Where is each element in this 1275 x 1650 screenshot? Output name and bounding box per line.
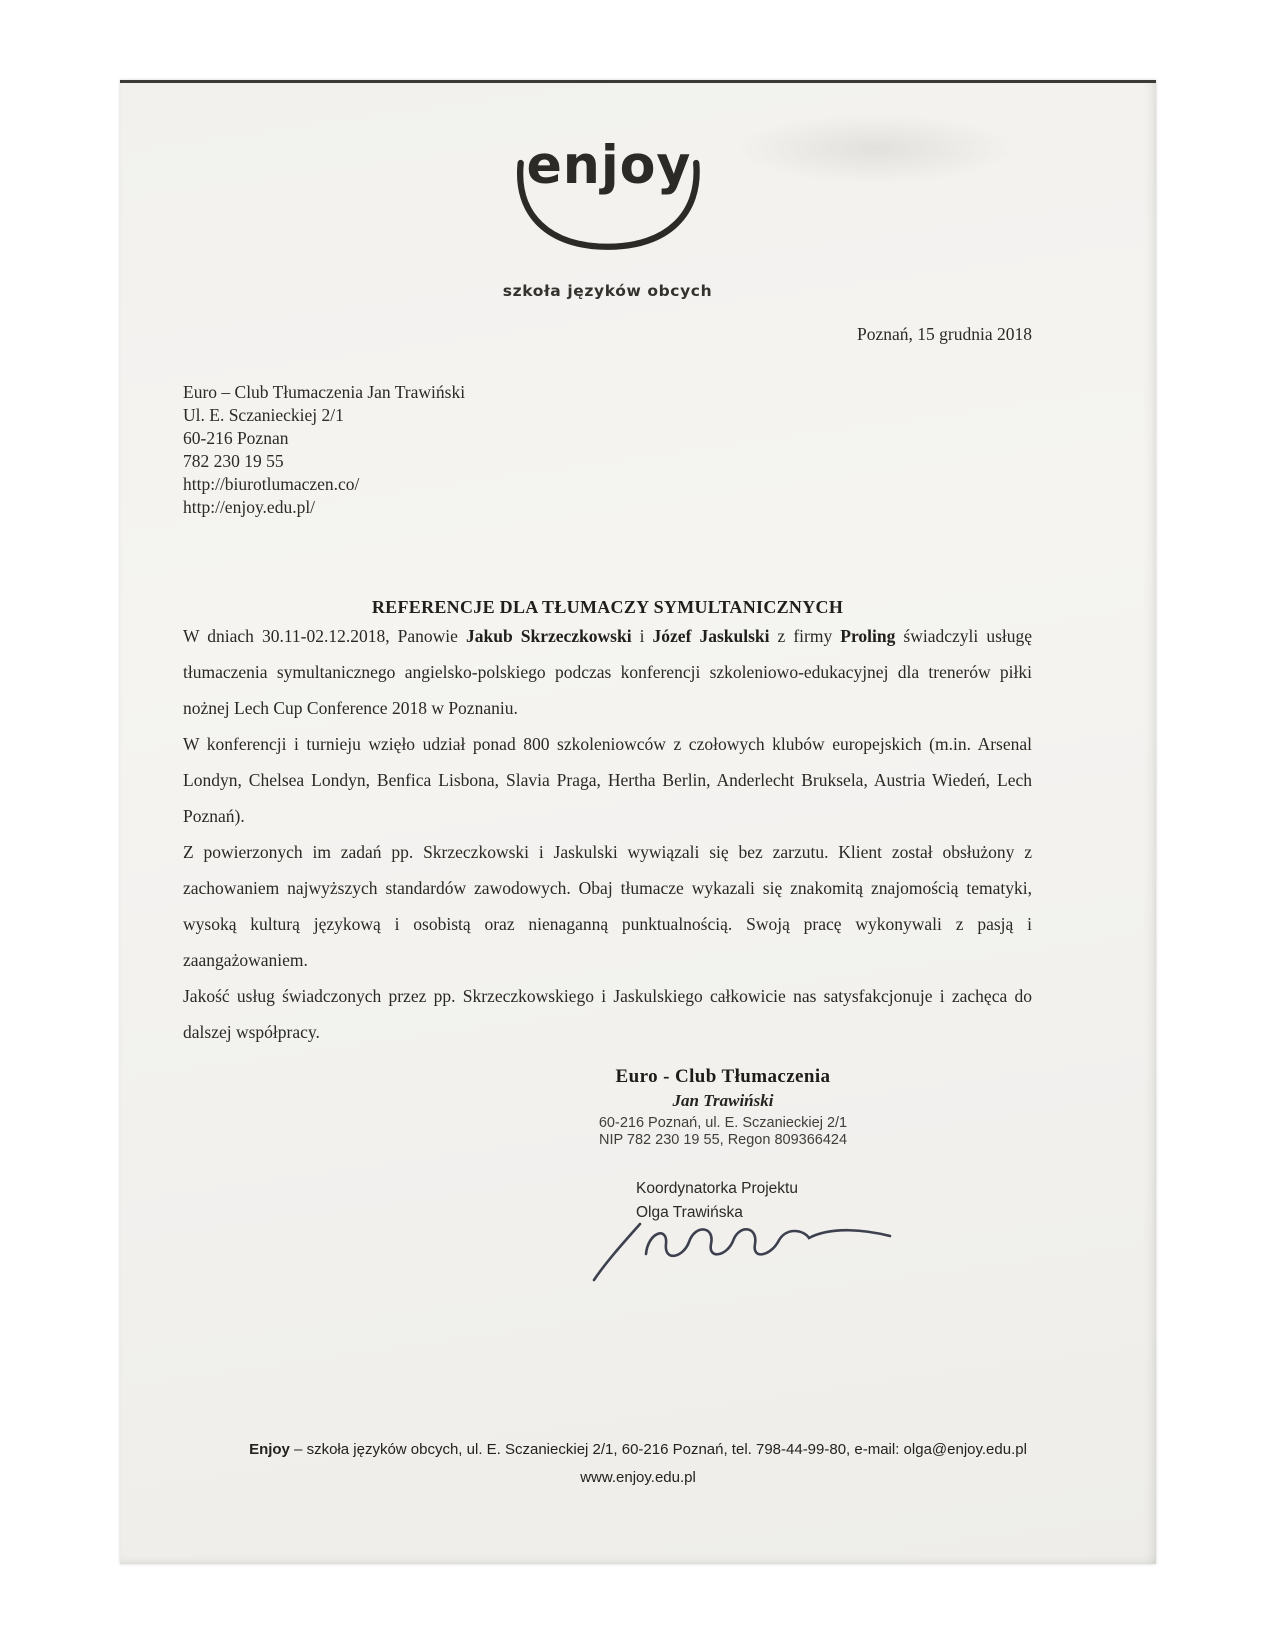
p1-rest: świadczyli usługę tłumaczenia symultanicznego angielsko-polskiego podczas konferencji szkoleniowo-edukacyjnej dla trenerów piłki nożnej Lech Cup Conference 2018 w Poznaniu. (183, 626, 1033, 718)
p1-mid: z firmy (769, 626, 841, 646)
paragraph-2: W konferencji i turnieju wzięło udział ponad 800 szkoleniowców z czołowych klubów europejskich (m.in. Arsenal Londyn, Chelsea Londyn, Benfica Lisbona, Slavia Praga, Hertha Berlin, Anderlecht Bruksela, Austria Wiedeń, Lech Poznań). (183, 734, 1032, 826)
p1-conjunction: i (631, 626, 653, 646)
sender-address-block (183, 381, 1032, 519)
letter-title: REFERENCJE DLA TŁUMACZY SYMULTANICZNYCH (371, 597, 844, 617)
logo-wordmark: enjoy (525, 136, 691, 196)
handwritten-signature (588, 1192, 900, 1284)
enjoy-logo-graphic (500, 136, 716, 272)
signature-loops-stroke (646, 1229, 890, 1256)
footer (120, 1436, 1156, 1492)
scanned-letter-page (120, 80, 1156, 1564)
sender-url-2: http://enjoy.edu.pl/ (183, 497, 316, 517)
signer-role: Koordynatorka Projektu (636, 1180, 798, 1197)
letter-content (120, 80, 1156, 1222)
footer-brand: Enjoy (249, 1441, 290, 1458)
signer-name: Olga Trawińska (636, 1204, 743, 1221)
paragraph-4: Jakość usług świadczonych przez pp. Skrzeczkowskiego i Jaskulskiego całkowicie nas satysfakcjonuje i zachęca do dalszej współpracy. (183, 986, 1032, 1042)
footer-contact-rest: – szkoła języków obcych, ul. E. Sczanieckiej 2/1, 60-216 Poznań, tel. 798-44-99-80, e-mail: olga@enjoy.edu.pl (289, 1441, 1027, 1458)
p1-company-name: Proling (840, 626, 896, 646)
sender-street-line: Ul. E. Sczanieckiej 2/1 (183, 405, 344, 425)
sender-company-line: Euro – Club Tłumaczenia Jan Trawiński (183, 382, 466, 402)
p1-intro: W dniach 30.11-02.12.2018, Panowie (183, 626, 466, 646)
stamp-address-line: 60-216 Poznań, ul. E. Sczanieckiej 2/1 (598, 1115, 848, 1131)
p1-translator-name-2: Józef Jaskulski (652, 626, 770, 646)
sender-city-line: 60-216 Poznan (183, 428, 289, 448)
footer-contact-line (120, 1436, 1156, 1464)
paragraph-3: Z powierzonych im zadań pp. Skrzeczkowski i Jaskulski wywiązali się bez zarzutu. Klient został obsłużony z zachowaniem najwyższych standardów zawodowych. Obaj tłumacze wykazali się znakomitą znajomością tematyki, wysoką kulturą językową i osobistą oraz nienaganną punktualnością. Swoją pracę wykonywali z pasją i zaangażowaniem. (183, 842, 1032, 970)
paragraph-1 (183, 618, 1032, 726)
logo-tagline: szkoła języków obcych (502, 282, 713, 300)
date-line: Poznań, 15 grudnia 2018 (857, 324, 1032, 344)
p1-translator-name-1: Jakub Skrzeczkowski (465, 626, 632, 646)
stamp-owner-name: Jan Trawiński (672, 1091, 774, 1110)
footer-website: www.enjoy.edu.pl (580, 1469, 696, 1486)
signature-slash-stroke (594, 1224, 640, 1280)
stamp-company-name: Euro - Club Tłumaczenia (615, 1066, 831, 1087)
stamp-nip-regon-line: NIP 782 230 19 55, Regon 809366424 (598, 1132, 848, 1148)
sender-url-1: http://biurotlumaczen.co/ (183, 474, 360, 494)
sender-phone-line: 782 230 19 55 (183, 451, 284, 471)
enjoy-logo (500, 80, 716, 272)
